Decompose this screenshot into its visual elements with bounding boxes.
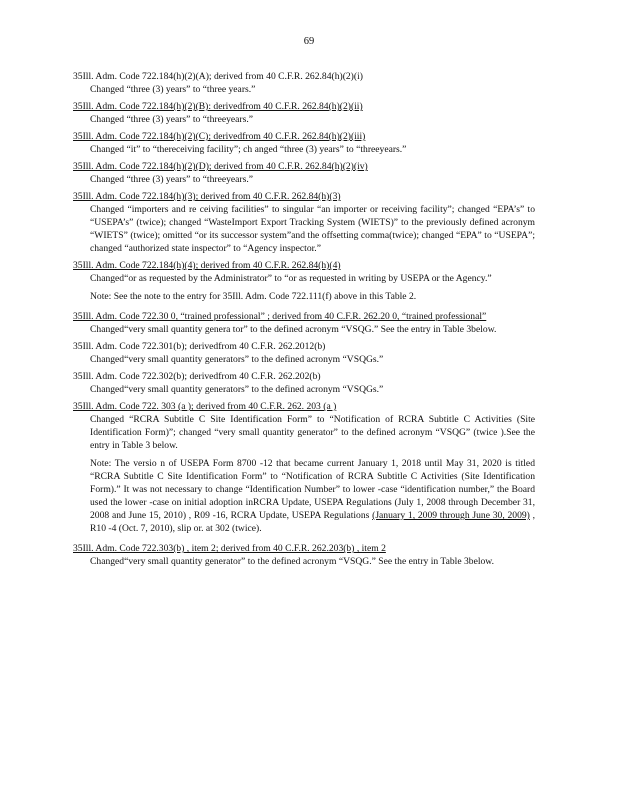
table-entry: [73, 190, 535, 255]
entry-citation: 35Ill. Adm. Code 722.184(h)(2)(D); derived from 40 C.F.R. 262.84(h)(2)(iv): [73, 161, 368, 172]
entry-change: Changed “it” to “thereceiving facility”; ch anged “three (3) years” to “threeyears.”: [90, 144, 407, 155]
table-note: Note: See the note to the entry for 35Ill. Adm. Code 722.111(f) above in this Table 2.: [90, 291, 417, 302]
entry-change: Changed “importers and re ceiving facilities” to singular “an importer or receiving facility”; changed “EPA’s” to “USEPA’s” (twice); changed “WasteImport Export Tracking System (WIETS)” to the previously defined acronym “WIETS” (twice); omitted “or its successor system”and the offsetting comma(twice); changed “EPA” to “USEPA”; changed “authorized state inspector” to “Agency inspector.”: [90, 204, 535, 254]
entry-change: Changed“very small quantity genera tor” to the defined acronym “VSQG.” See the entry in Table 3below.: [90, 324, 497, 335]
table-entry: [73, 130, 535, 156]
page-number: 69: [303, 36, 315, 47]
entry-citation: 35Ill. Adm. Code 722.303(b) , item 2; derived from 40 C.F.R. 262.203(b) , item 2: [73, 543, 386, 554]
table-entry: [73, 370, 535, 396]
note-text: Note: The versio n of USEPA Form 8700 -12 that became current January 1, 2018 until May 31, 2020 is titled “RCRA Subtitle C Site Identification Form” to “Notification of RCRA Subtitle C Activities (Site Identification Form).” It was not necessary to change “Identification Number” to lower -case “identification number,” the Board used the lower -case on initial adoption inRCRA Update, USEPA Regulations (July 1, 2008 through December 31, 2008 and June 15, 2010) , R09 -16, RCRA Update, USEPA Regulations: [90, 458, 535, 521]
entry-change: Changed“very small quantity generators” to the defined acronym “VSQGs.”: [90, 384, 384, 395]
document-body: [73, 70, 535, 572]
table-entry: [73, 542, 535, 568]
entry-change: Changed “three (3) years” to “three years.”: [90, 84, 256, 95]
entry-citation: 35Ill. Adm. Code 722.30 0, “trained professional” ; derived from 40 C.F.R. 262.20 0, “trained professional”: [73, 311, 487, 322]
entry-change: Changed“very small quantity generators” to the defined acronym “VSQGs.”: [90, 354, 384, 365]
table-note: [73, 457, 535, 535]
table-entry: [73, 70, 535, 96]
entry-citation: 35Ill. Adm. Code 722. 303 (a ); derived from 40 C.F.R. 262. 203 (a ): [73, 401, 337, 412]
table-entry: [73, 100, 535, 126]
entry-citation: 35Ill. Adm. Code 722.184(h)(2)(A); derived from 40 C.F.R. 262.84(h)(2)(i): [73, 71, 363, 82]
entry-change: Changed “three (3) years” to “threeyears.”: [90, 174, 254, 185]
entry-change: Changed “three (3) years” to “threeyears.”: [90, 114, 254, 125]
entry-change: Changed “RCRA Subtitle C Site Identification Form” to “Notification of RCRA Subtitle C Activities (Site Identification Form)”; changed “very small quantity generator” to the defined acronym “VSQG” (twice ).See the entry in Table 3 below.: [90, 414, 535, 451]
entry-citation: 35Ill. Adm. Code 722.184(h)(3); derived from 40 C.F.R. 262.84(h)(3): [73, 191, 341, 202]
entry-citation: 35Ill. Adm. Code 722.184(h)(4); derived from 40 C.F.R. 262.84(h)(4): [73, 260, 341, 271]
entry-citation: 35Ill. Adm. Code 722.301(b); derivedfrom 40 C.F.R. 262.2012(b): [73, 341, 326, 352]
table-entry: [73, 400, 535, 452]
table-entry: [73, 259, 535, 285]
entry-citation: 35Ill. Adm. Code 722.184(h)(2)(B): derivedfrom 40 C.F.R. 262.84(h)(2)(ii): [73, 101, 363, 112]
note-text-end: , R10 -4 (Oct. 7, 2010), slip or. at 302 (twice).: [90, 510, 536, 534]
entry-citation: 35Ill. Adm. Code 722.302(b); derivedfrom 40 C.F.R. 262.202(b): [73, 371, 321, 382]
entry-change: Changed“very small quantity generator” to the defined acronym “VSQG.” See the entry in Table 3below.: [90, 556, 494, 567]
table-entry: [73, 160, 535, 186]
entry-citation: 35Ill. Adm. Code 722.184(h)(2)(C); derivedfrom 40 C.F.R. 262.84(h)(2)(iii): [73, 131, 366, 142]
table-entry: [73, 310, 535, 336]
note-underlined-text: (January 1, 2009 through June 30, 2009): [372, 510, 530, 521]
entry-change: Changed“or as requested by the Administrator” to “or as requested in writing by USEPA or the Agency.”: [90, 273, 492, 284]
table-entry: [73, 340, 535, 366]
